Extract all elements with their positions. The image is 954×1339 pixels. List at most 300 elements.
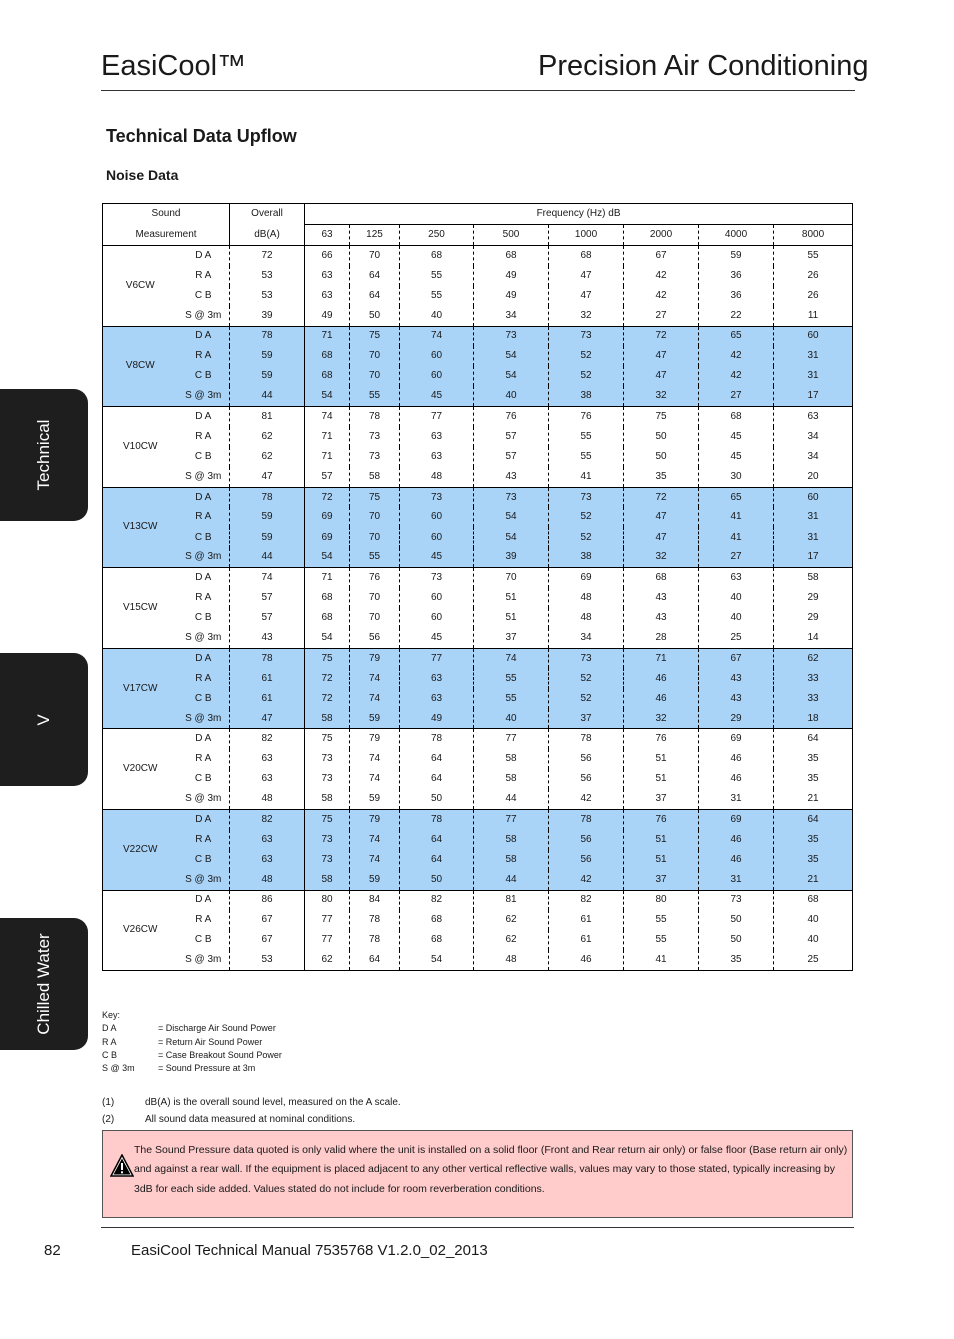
frequency-value: 69 (699, 809, 774, 829)
frequency-value: 29 (807, 591, 819, 603)
frequency-value: 40 (474, 709, 549, 729)
measurement-type: S @ 3m (178, 548, 230, 568)
frequency-value: 63 (305, 266, 350, 286)
frequency-value: 48 (400, 467, 474, 487)
side-tab-technical[interactable] (0, 389, 88, 521)
frequency-value: 74 (400, 326, 474, 346)
frequency-value: 78 (350, 407, 400, 427)
frequency-value: 31 (774, 346, 853, 366)
measurement-type: S @ 3m (178, 386, 230, 406)
frequency-value: 40 (699, 608, 774, 628)
frequency-value: 48 (549, 608, 624, 628)
frequency-value: 75 (624, 407, 699, 427)
measurement-type: C B (178, 527, 230, 547)
frequency-value: 70 (350, 507, 400, 527)
measurement-type: C B (178, 366, 230, 386)
frequency-value: 72 (305, 668, 350, 688)
overall-dba-value: 63 (230, 850, 305, 870)
overall-dba-value: 48 (230, 870, 305, 890)
frequency-value: 72 (305, 487, 350, 507)
frequency-value: 34 (807, 450, 819, 462)
key-abbr: R A (102, 1036, 117, 1047)
table-row (103, 709, 853, 729)
table-row (103, 588, 853, 608)
overall-dba-value: 59 (230, 366, 305, 386)
frequency-value: 34 (474, 306, 549, 326)
frequency-value: 51 (624, 830, 699, 850)
measurement-type: D A (178, 648, 230, 668)
frequency-value: 49 (400, 709, 474, 729)
table-row (103, 366, 853, 386)
frequency-value: 44 (474, 789, 549, 809)
frequency-value: 50 (400, 789, 474, 809)
header-frequency-cell: 63 (305, 225, 350, 246)
frequency-value: 25 (807, 954, 819, 966)
frequency-value: 64 (400, 769, 474, 789)
overall-dba-value: 53 (230, 286, 305, 306)
measurement-type: C B (178, 850, 230, 870)
footnotes (102, 1094, 401, 1128)
frequency-value: 73 (549, 326, 624, 346)
frequency-value: 82 (400, 890, 474, 910)
table-row (103, 830, 853, 850)
frequency-value: 29 (807, 612, 819, 624)
frequency-value: 74 (350, 668, 400, 688)
frequency-value: 47 (624, 507, 699, 527)
frequency-value: 57 (474, 447, 549, 467)
frequency-value: 37 (549, 709, 624, 729)
frequency-value: 77 (400, 648, 474, 668)
measurement-type: R A (178, 910, 230, 930)
frequency-value: 75 (350, 326, 400, 346)
unit-group (103, 729, 853, 810)
table-row (103, 527, 853, 547)
frequency-value: 58 (474, 769, 549, 789)
table-row (103, 386, 853, 406)
frequency-value: 43 (624, 608, 699, 628)
header-frequency-cell: 500 (474, 225, 549, 246)
frequency-value: 74 (305, 407, 350, 427)
measurement-type: C B (178, 608, 230, 628)
frequency-value: 74 (350, 749, 400, 769)
overall-dba-value: 44 (230, 548, 305, 568)
frequency-value: 62 (474, 910, 549, 930)
frequency-value: 56 (350, 628, 400, 648)
unit-group (103, 809, 853, 890)
frequency-value: 50 (624, 427, 699, 447)
frequency-value: 51 (624, 769, 699, 789)
frequency-value: 71 (305, 427, 350, 447)
frequency-value: 42 (549, 870, 624, 890)
frequency-value: 68 (305, 366, 350, 386)
frequency-value: 74 (350, 769, 400, 789)
frequency-value: 68 (549, 246, 624, 266)
frequency-value: 58 (305, 709, 350, 729)
frequency-value: 78 (350, 930, 400, 950)
frequency-value: 52 (549, 346, 624, 366)
frequency-value: 51 (474, 608, 549, 628)
frequency-value: 55 (474, 668, 549, 688)
frequency-value: 27 (699, 386, 774, 406)
frequency-value: 75 (305, 729, 350, 749)
frequency-value: 22 (699, 306, 774, 326)
frequency-value: 27 (624, 306, 699, 326)
unit-group (103, 568, 853, 649)
frequency-value: 77 (305, 930, 350, 950)
frequency-value: 72 (624, 326, 699, 346)
frequency-value: 65 (699, 326, 774, 346)
frequency-value: 54 (474, 507, 549, 527)
frequency-value: 14 (807, 631, 819, 643)
header-frequency-cell: 4000 (699, 225, 774, 246)
footer-divider (101, 1227, 854, 1228)
frequency-value: 73 (699, 890, 774, 910)
frequency-value: 52 (549, 668, 624, 688)
frequency-value: 59 (350, 709, 400, 729)
table-row (103, 246, 853, 266)
frequency-value: 71 (624, 648, 699, 668)
table-row (103, 689, 853, 709)
frequency-value: 50 (400, 870, 474, 890)
page-number: 82 (44, 1242, 61, 1259)
measurement-type: D A (178, 729, 230, 749)
unit-name: V8CW (103, 326, 178, 407)
frequency-value: 76 (549, 407, 624, 427)
frequency-value: 47 (549, 266, 624, 286)
frequency-value: 50 (350, 306, 400, 326)
table-row (103, 407, 853, 427)
frequency-value: 39 (474, 548, 549, 568)
frequency-value: 38 (549, 386, 624, 406)
measurement-type: D A (178, 326, 230, 346)
frequency-value: 60 (400, 588, 474, 608)
frequency-value: 73 (305, 850, 350, 870)
overall-dba-value: 63 (230, 769, 305, 789)
overall-dba-value: 72 (230, 246, 305, 266)
frequency-value: 58 (305, 870, 350, 890)
header-frequency-cell: 125 (350, 225, 400, 246)
frequency-value: 46 (624, 689, 699, 709)
frequency-value: 60 (400, 507, 474, 527)
measurement-type: D A (178, 407, 230, 427)
frequency-value: 73 (400, 487, 474, 507)
overall-dba-value: 81 (230, 407, 305, 427)
frequency-value: 52 (549, 366, 624, 386)
overall-dba-value: 63 (230, 830, 305, 850)
frequency-value: 35 (699, 950, 774, 970)
side-tab-v[interactable] (0, 653, 88, 786)
unit-group (103, 487, 853, 568)
footnote-text: All sound data measured at nominal conditions. (145, 1114, 356, 1125)
frequency-value: 37 (624, 789, 699, 809)
frequency-value: 40 (807, 934, 819, 946)
frequency-value: 46 (624, 668, 699, 688)
frequency-value: 73 (305, 830, 350, 850)
overall-dba-value: 47 (230, 709, 305, 729)
frequency-value: 35 (624, 467, 699, 487)
frequency-value: 52 (549, 527, 624, 547)
frequency-value: 58 (474, 830, 549, 850)
frequency-value: 75 (305, 648, 350, 668)
table-row (103, 950, 853, 970)
frequency-value: 81 (474, 890, 549, 910)
table-row (103, 850, 853, 870)
frequency-value: 33 (774, 689, 853, 709)
key-desc: = Discharge Air Sound Power (158, 1023, 276, 1034)
frequency-value: 70 (350, 527, 400, 547)
frequency-value: 71 (305, 326, 350, 346)
frequency-value: 44 (474, 870, 549, 890)
frequency-value: 64 (400, 850, 474, 870)
frequency-value: 68 (400, 910, 474, 930)
overall-dba-value: 53 (230, 950, 305, 970)
table-row (103, 729, 853, 749)
footnote-number: (2) (102, 1114, 115, 1125)
frequency-value: 45 (699, 447, 774, 467)
frequency-value: 76 (624, 809, 699, 829)
frequency-value: 51 (624, 850, 699, 870)
frequency-value: 68 (305, 608, 350, 628)
frequency-value: 70 (350, 246, 400, 266)
footnote (102, 1111, 401, 1128)
frequency-value: 77 (400, 407, 474, 427)
frequency-value: 73 (549, 487, 624, 507)
overall-dba-value: 74 (230, 568, 305, 588)
frequency-value: 51 (474, 588, 549, 608)
frequency-value: 84 (350, 890, 400, 910)
overall-dba-value: 61 (230, 668, 305, 688)
frequency-value: 32 (624, 386, 699, 406)
frequency-value: 52 (549, 689, 624, 709)
unit-name: V20CW (123, 763, 158, 775)
frequency-value: 31 (699, 789, 774, 809)
frequency-value: 82 (549, 890, 624, 910)
frequency-value: 32 (549, 306, 624, 326)
key-item (102, 1049, 282, 1062)
frequency-value: 64 (400, 830, 474, 850)
table-row (103, 890, 853, 910)
unit-name: V17CW (103, 648, 178, 729)
frequency-value: 55 (624, 910, 699, 930)
frequency-value: 60 (400, 346, 474, 366)
table-row (103, 286, 853, 306)
frequency-value: 64 (807, 733, 819, 745)
frequency-value: 76 (624, 729, 699, 749)
key-title: Key: (102, 1010, 121, 1020)
frequency-value: 55 (350, 548, 400, 568)
header-page-title: Precision Air Conditioning (538, 50, 869, 82)
frequency-value: 74 (350, 830, 400, 850)
frequency-value: 37 (474, 628, 549, 648)
frequency-value: 40 (400, 306, 474, 326)
frequency-value: 46 (699, 749, 774, 769)
frequency-value: 18 (774, 709, 853, 729)
frequency-value: 64 (400, 749, 474, 769)
frequency-value: 40 (807, 914, 819, 926)
table-row (103, 447, 853, 467)
frequency-value: 48 (549, 588, 624, 608)
frequency-value: 37 (624, 870, 699, 890)
frequency-value: 45 (400, 386, 474, 406)
frequency-value: 30 (699, 467, 774, 487)
frequency-value: 25 (699, 628, 774, 648)
frequency-value: 71 (305, 568, 350, 588)
table-row (103, 789, 853, 809)
frequency-value: 52 (549, 507, 624, 527)
frequency-value: 58 (474, 749, 549, 769)
warning-triangle-icon (110, 1154, 134, 1178)
header-frequency-cell: 8000 (801, 229, 825, 240)
frequency-value: 36 (699, 286, 774, 306)
measurement-type: R A (178, 749, 230, 769)
unit-name: V13CW (103, 487, 178, 568)
footnote (102, 1094, 401, 1111)
frequency-value: 41 (549, 467, 624, 487)
frequency-value: 74 (474, 648, 549, 668)
frequency-value: 43 (474, 467, 549, 487)
frequency-value: 31 (699, 870, 774, 890)
frequency-value: 64 (350, 950, 400, 970)
frequency-value: 35 (774, 850, 853, 870)
frequency-value: 50 (624, 447, 699, 467)
frequency-value: 49 (474, 266, 549, 286)
frequency-value: 77 (305, 910, 350, 930)
overall-dba-value: 67 (230, 910, 305, 930)
frequency-value: 43 (624, 588, 699, 608)
footnote-number: (1) (102, 1097, 115, 1108)
side-tab-label: V (34, 713, 53, 726)
frequency-value: 63 (400, 689, 474, 709)
measurement-type: D A (178, 246, 230, 266)
frequency-value: 76 (474, 407, 549, 427)
overall-dba-value: 57 (230, 588, 305, 608)
frequency-value: 68 (474, 246, 549, 266)
frequency-value: 54 (474, 366, 549, 386)
table-row (103, 749, 853, 769)
frequency-value: 49 (305, 306, 350, 326)
overall-dba-value: 78 (230, 487, 305, 507)
frequency-value: 11 (807, 309, 819, 321)
frequency-value: 68 (400, 246, 474, 266)
frequency-value: 56 (549, 769, 624, 789)
unit-name: V26CW (123, 924, 158, 936)
frequency-value: 73 (305, 749, 350, 769)
key-abbr: D A (102, 1023, 117, 1034)
frequency-value: 41 (624, 950, 699, 970)
frequency-value: 47 (549, 286, 624, 306)
frequency-value: 63 (699, 568, 774, 588)
frequency-value: 50 (699, 910, 774, 930)
frequency-value: 54 (400, 950, 474, 970)
sub-title: Noise Data (106, 167, 179, 183)
frequency-value: 64 (350, 286, 400, 306)
frequency-value: 64 (774, 809, 853, 829)
footnote-text: dB(A) is the overall sound level, measured on the A scale. (145, 1097, 401, 1108)
overall-dba-value: 43 (230, 628, 305, 648)
frequency-value: 40 (474, 386, 549, 406)
frequency-value: 63 (400, 668, 474, 688)
overall-dba-value: 82 (230, 809, 305, 829)
frequency-value: 74 (350, 689, 400, 709)
frequency-value: 68 (807, 894, 819, 906)
frequency-value: 56 (549, 749, 624, 769)
table-row (103, 266, 853, 286)
frequency-value: 68 (400, 930, 474, 950)
frequency-value: 59 (699, 246, 774, 266)
header-measurement: Measurement (103, 225, 230, 246)
frequency-value: 74 (350, 850, 400, 870)
overall-dba-value: 62 (230, 447, 305, 467)
frequency-value: 42 (549, 789, 624, 809)
frequency-value: 51 (624, 749, 699, 769)
frequency-value: 75 (305, 809, 350, 829)
measurement-type: S @ 3m (178, 467, 230, 487)
table-row (103, 648, 853, 668)
frequency-value: 59 (350, 789, 400, 809)
frequency-value: 35 (807, 753, 819, 765)
frequency-value: 72 (624, 487, 699, 507)
frequency-value: 42 (624, 266, 699, 286)
frequency-value: 75 (350, 487, 400, 507)
frequency-value: 45 (400, 548, 474, 568)
table-row (103, 568, 853, 588)
frequency-value: 64 (350, 266, 400, 286)
frequency-value: 55 (400, 286, 474, 306)
frequency-value: 21 (774, 870, 853, 890)
frequency-value: 78 (549, 809, 624, 829)
frequency-value: 71 (305, 447, 350, 467)
frequency-value: 46 (699, 850, 774, 870)
frequency-value: 54 (305, 628, 350, 648)
frequency-value: 48 (474, 950, 549, 970)
frequency-value: 68 (305, 346, 350, 366)
frequency-value: 69 (549, 568, 624, 588)
table-row (103, 346, 853, 366)
frequency-value: 63 (807, 410, 819, 422)
key-abbr: S @ 3m (102, 1063, 135, 1074)
side-tab-chilled-water[interactable] (0, 918, 88, 1050)
frequency-value: 78 (400, 809, 474, 829)
frequency-value: 47 (624, 527, 699, 547)
frequency-value: 55 (624, 930, 699, 950)
overall-dba-value: 82 (230, 729, 305, 749)
frequency-value: 73 (400, 568, 474, 588)
frequency-value: 55 (474, 689, 549, 709)
frequency-value: 66 (305, 246, 350, 266)
frequency-value: 78 (400, 729, 474, 749)
overall-dba-value: 61 (230, 689, 305, 709)
measurement-type: C B (178, 689, 230, 709)
measurement-type: R A (178, 668, 230, 688)
key-desc: = Return Air Sound Power (158, 1036, 263, 1047)
frequency-value: 72 (305, 689, 350, 709)
frequency-value: 43 (699, 689, 774, 709)
side-tab-label: Chilled Water (34, 933, 53, 1035)
frequency-value: 46 (699, 830, 774, 850)
frequency-value: 42 (699, 346, 774, 366)
frequency-value: 73 (350, 447, 400, 467)
header-frequency-cell: 250 (400, 225, 474, 246)
warning-text: The Sound Pressure data quoted is only valid where the unit is installed on a solid floor (Front and Rear return air only) or false floor (Base return air only) and against a rear wall. If the equipment is placed adjacent to any other vertical reflective walls, values may vary to those stated, typically increasing by 3dB for each side added. Values stated do not include for room reverberation conditions. (134, 1144, 848, 1195)
measurement-type: C B (178, 930, 230, 950)
overall-dba-value: 59 (230, 346, 305, 366)
frequency-value: 69 (305, 507, 350, 527)
unit-group (103, 648, 853, 729)
frequency-value: 69 (699, 729, 774, 749)
frequency-value: 62 (774, 648, 853, 668)
frequency-value: 40 (699, 588, 774, 608)
frequency-value: 55 (400, 266, 474, 286)
